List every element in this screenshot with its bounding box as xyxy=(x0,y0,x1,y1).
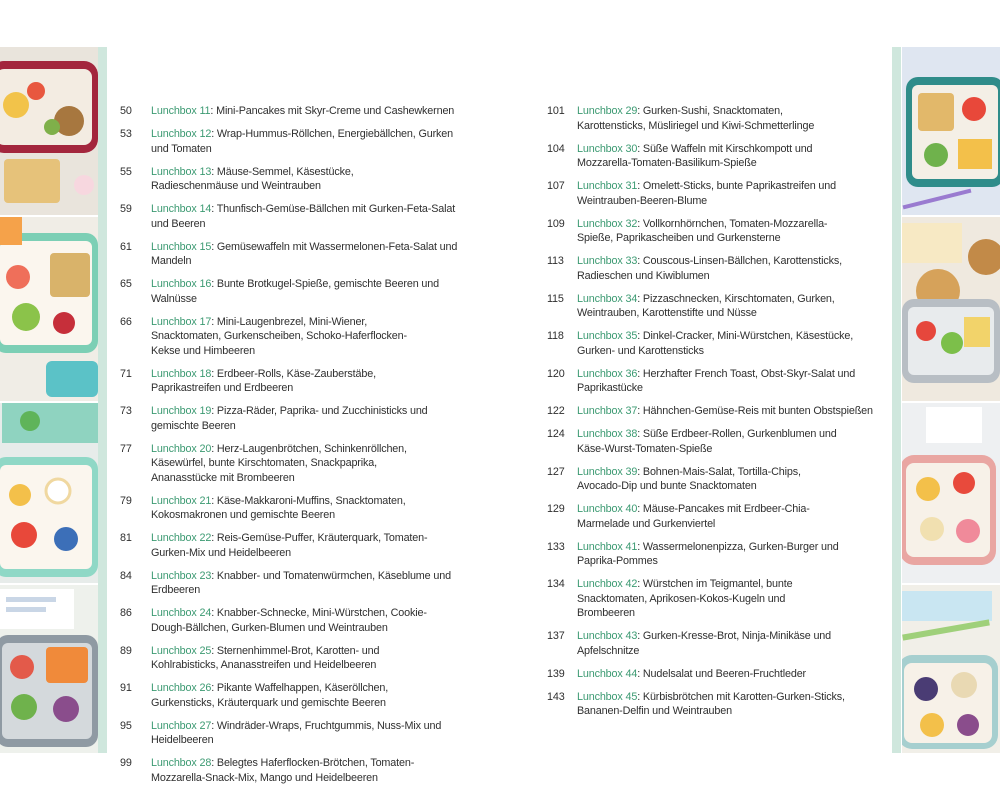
entry-description: Pizza-Räder, Paprika- und Zucchinisticks und gemischte Beeren xyxy=(151,405,428,432)
lunchbox-label: Lunchbox 20 xyxy=(151,442,212,455)
toc-entry xyxy=(547,329,877,358)
entry-description: Herz-Laugenbrötchen, Schinkenröllchen, Käsewürfel, bunte Kirschtomaten, Snackpaprika, Ananasstücke mit Brombeeren xyxy=(151,442,407,484)
entry-text: Lunchbox 24: Knabber-Schnecke, Mini-Würstchen, Cookie-Dough-Bällchen, Gurken-Blumen und Weintrauben xyxy=(151,607,427,634)
lunchbox-photo xyxy=(0,47,98,215)
page-number: 86 xyxy=(120,607,132,619)
toc-entry xyxy=(547,540,877,569)
toc-entry xyxy=(120,315,460,359)
page-number: 127 xyxy=(547,465,565,478)
book-spread xyxy=(0,47,1000,784)
entry-text: Lunchbox 19: Pizza-Räder, Paprika- und Zucchinisticks und gemischte Beeren xyxy=(151,405,428,432)
lunchbox-label: Lunchbox 22 xyxy=(151,532,212,544)
entry-text: Lunchbox 26: Pikante Waffelhappen, Käseröllchen, Gurkensticks, Kräuterquark und gemischte Beeren xyxy=(151,682,389,709)
entry-text: Lunchbox 29: Gurken-Sushi, Snacktomaten, Karottensticks, Müsliriegel und Kiwi-Schmetterlinge xyxy=(577,105,815,132)
entry-description: Mäuse-Pancakes mit Erdbeer-Chia-Marmelade und Gurkenviertel xyxy=(577,503,810,530)
entry-description: Mini-Pancakes mit Skyr-Creme und Cashewkernen xyxy=(216,105,455,117)
lunchbox-photo xyxy=(902,47,1000,215)
lunchbox-label: Lunchbox 37 xyxy=(577,405,638,417)
page-number: 129 xyxy=(547,503,565,515)
toc-entry xyxy=(547,104,877,133)
page-number: 107 xyxy=(547,180,565,192)
lunchbox-label: Lunchbox 36 xyxy=(577,367,638,380)
lunchbox-label: Lunchbox 19 xyxy=(151,405,212,417)
entry-description: Sternenhimmel-Brot, Karotten- und Kohlrabisticks, Ananasstreifen und Heidelbeeren xyxy=(151,644,380,671)
toc-entry xyxy=(120,644,460,673)
page-number: 61 xyxy=(120,240,132,253)
lunchbox-label: Lunchbox 30 xyxy=(577,142,638,155)
toc-entry xyxy=(120,240,460,269)
entry-text: Lunchbox 15: Gemüsewaffeln mit Wassermelonen-Feta-Salat und Mandeln xyxy=(151,240,458,267)
lunchbox-label: Lunchbox 12 xyxy=(151,128,212,140)
entry-description: Windräder-Wraps, Fruchtgummis, Nuss-Mix und Heidelbeeren xyxy=(151,719,442,746)
entry-text: Lunchbox 25: Sternenhimmel-Brot, Karotten- und Kohlrabisticks, Ananasstreifen und Heidelbeeren xyxy=(151,644,380,671)
page-number: 59 xyxy=(120,203,132,215)
lunchbox-label: Lunchbox 17 xyxy=(151,315,212,328)
entry-description: Hähnchen-Gemüse-Reis mit bunten Obstspießen xyxy=(642,405,873,417)
right-photo-strip xyxy=(892,47,1000,753)
toc-entry xyxy=(547,217,877,246)
page-edge xyxy=(892,47,901,753)
entry-text: Lunchbox 39: Bohnen-Mais-Salat, Tortilla-Chips, Avocado-Dip und bunte Snacktomaten xyxy=(577,465,801,492)
entry-description: Pikante Waffelhappen, Käseröllchen, Gurkensticks, Kräuterquark und gemischte Beeren xyxy=(151,682,389,709)
page-number: 71 xyxy=(120,367,132,380)
toc-entry xyxy=(547,292,877,321)
page-number: 139 xyxy=(547,667,565,680)
entry-text: Lunchbox 23: Knabber- und Tomatenwürmchen, Käseblume und Erdbeeren xyxy=(151,569,451,596)
entry-text: Lunchbox 17: Mini-Laugenbrezel, Mini-Wiener, Snacktomaten, Gurkenscheiben, Schoko-Haferflocken-Kekse und Himbeeren xyxy=(151,315,407,357)
lunchbox-label: Lunchbox 42 xyxy=(577,578,638,590)
toc-entry xyxy=(547,179,877,208)
lunchbox-label: Lunchbox 40 xyxy=(577,503,638,515)
entry-description: Couscous-Linsen-Bällchen, Karottensticks, Radieschen und Kiwiblumen xyxy=(577,255,842,282)
entry-text: Lunchbox 21: Käse-Makkaroni-Muffins, Snacktomaten, Kokosmakronen und gemischte Beeren xyxy=(151,494,406,521)
lunchbox-label: Lunchbox 45 xyxy=(577,690,638,703)
entry-text: Lunchbox 13: Mäuse-Semmel, Käsestücke, Radieschenmäuse und Weintrauben xyxy=(151,165,354,192)
lunchbox-label: Lunchbox 34 xyxy=(577,292,638,305)
lunchbox-label: Lunchbox 25 xyxy=(151,644,212,657)
entry-text: Lunchbox 34: Pizzaschnecken, Kirschtomaten, Gurken, Weintrauben, Karottenstifte und Nüsse xyxy=(577,292,835,319)
lunchbox-label: Lunchbox 38 xyxy=(577,428,638,440)
entry-text: Lunchbox 32: Vollkornhörnchen, Tomaten-Mozzarella-Spieße, Paprikascheiben und Gurkensterne xyxy=(577,217,828,244)
page-number: 113 xyxy=(547,255,564,267)
page-number: 55 xyxy=(120,165,132,178)
lunchbox-label: Lunchbox 43 xyxy=(577,630,638,642)
lunchbox-photo xyxy=(902,403,1000,583)
lunchbox-label: Lunchbox 15 xyxy=(151,240,212,253)
entry-text: Lunchbox 28: Belegtes Haferflocken-Brötchen, Tomaten-Mozzarella-Snack-Mix, Mango und Heidelbeeren xyxy=(151,757,415,784)
entry-description: Süße Waffeln mit Kirschkompott und Mozzarella-Tomaten-Basilikum-Spieße xyxy=(577,142,813,169)
entry-description: Kürbisbrötchen mit Karotten-Gurken-Sticks, Bananen-Delfin und Weintrauben xyxy=(577,690,845,717)
toc-entry xyxy=(547,404,877,419)
entry-description: Herzhafter French Toast, Obst-Skyr-Salat und Paprikastücke xyxy=(577,367,856,394)
toc-entry xyxy=(547,667,877,682)
toc-entry xyxy=(120,531,460,560)
entry-text: Lunchbox 14: Thunfisch-Gemüse-Bällchen mit Gurken-Feta-Salat und Beeren xyxy=(151,203,456,230)
page-number: 66 xyxy=(120,315,132,328)
entry-text: Lunchbox 11: Mini-Pancakes mit Skyr-Creme und Cashewkernen xyxy=(151,105,455,117)
entry-description: Käse-Makkaroni-Muffins, Snacktomaten, Kokosmakronen und gemischte Beeren xyxy=(151,494,406,521)
toc-entry xyxy=(547,142,877,171)
entry-description: Gemüsewaffeln mit Wassermelonen-Feta-Salat und Mandeln xyxy=(151,240,458,267)
entry-description: Omelett-Sticks, bunte Paprikastreifen und Weintrauben-Beeren-Blume xyxy=(577,180,836,207)
entry-text: Lunchbox 41: Wassermelonenpizza, Gurken-Burger und Paprika-Pommes xyxy=(577,540,839,567)
entry-description: Belegtes Haferflocken-Brötchen, Tomaten-Mozzarella-Snack-Mix, Mango und Heidelbeeren xyxy=(151,757,415,784)
entry-text: Lunchbox 33: Couscous-Linsen-Bällchen, Karottensticks, Radieschen und Kiwiblumen xyxy=(577,255,842,282)
lunchbox-photo xyxy=(0,585,98,753)
toc-entry xyxy=(120,681,460,710)
entry-description: Pizzaschnecken, Kirschtomaten, Gurken, Weintrauben, Karottenstifte und Nüsse xyxy=(577,292,835,319)
toc-entry xyxy=(120,127,460,156)
entry-text: Lunchbox 45: Kürbisbrötchen mit Karotten-Gurken-Sticks, Bananen-Delfin und Weintrauben xyxy=(577,690,845,717)
lunchbox-photo xyxy=(902,217,1000,401)
entry-text: Lunchbox 31: Omelett-Sticks, bunte Paprikastreifen und Weintrauben-Beeren-Blume xyxy=(577,180,836,207)
page-number: 50 xyxy=(120,105,132,117)
entry-text: Lunchbox 22: Reis-Gemüse-Puffer, Kräuterquark, Tomaten-Gurken-Mix und Heidelbeeren xyxy=(151,532,428,559)
page-number: 101 xyxy=(547,105,565,117)
page-number: 99 xyxy=(120,757,132,769)
left-photo-strip xyxy=(0,47,107,753)
entry-description: Reis-Gemüse-Puffer, Kräuterquark, Tomaten-Gurken-Mix und Heidelbeeren xyxy=(151,532,428,559)
lunchbox-label: Lunchbox 24 xyxy=(151,607,212,619)
entry-description: Gurken-Kresse-Brot, Ninja-Minikäse und Apfelschnitze xyxy=(577,630,832,657)
entry-text: Lunchbox 16: Bunte Brotkugel-Spieße, gemischte Beeren und Walnüsse xyxy=(151,278,439,305)
entry-description: Mini-Laugenbrezel, Mini-Wiener, Snacktomaten, Gurkenscheiben, Schoko-Haferflocken-Kekse und Himbeeren xyxy=(151,315,407,357)
entry-text: Lunchbox 44: Nudelsalat und Beeren-Fruchtleder xyxy=(577,667,806,680)
lunchbox-label: Lunchbox 44 xyxy=(577,667,638,680)
entry-text: Lunchbox 36: Herzhafter French Toast, Obst-Skyr-Salat und Paprikastücke xyxy=(577,367,856,394)
lunchbox-label: Lunchbox 32 xyxy=(577,217,638,230)
page-number: 79 xyxy=(120,494,132,507)
entry-text: Lunchbox 20: Herz-Laugenbrötchen, Schinkenröllchen, Käsewürfel, bunte Kirschtomaten, Snackpaprika, Ananasstücke mit Brombeeren xyxy=(151,442,407,484)
entry-text: Lunchbox 43: Gurken-Kresse-Brot, Ninja-Minikäse und Apfelschnitze xyxy=(577,630,832,657)
page-number: 89 xyxy=(120,644,132,657)
lunchbox-label: Lunchbox 33 xyxy=(577,255,638,267)
page-number: 133 xyxy=(547,540,565,553)
page-number: 53 xyxy=(120,128,132,140)
entry-description: Knabber-Schnecke, Mini-Würstchen, Cookie-Dough-Bällchen, Gurken-Blumen und Weintrauben xyxy=(151,607,427,634)
page-number: 115 xyxy=(547,292,564,305)
toc-entry xyxy=(120,104,460,119)
toc-entry xyxy=(120,442,460,486)
entry-description: Erdbeer-Rolls, Käse-Zauberstäbe, Paprikastreifen und Erdbeeren xyxy=(151,367,376,394)
toc-entry xyxy=(547,690,877,719)
page-number: 134 xyxy=(547,578,565,590)
toc-entry xyxy=(120,202,460,231)
toc-entry xyxy=(120,719,460,748)
entry-description: Dinkel-Cracker, Mini-Würstchen, Käsestücke, Gurken- und Karottensticks xyxy=(577,330,854,357)
entry-description: Mäuse-Semmel, Käsestücke, Radieschenmäuse und Weintrauben xyxy=(151,165,354,192)
lunchbox-label: Lunchbox 21 xyxy=(151,494,212,507)
page-number: 124 xyxy=(547,428,565,440)
entry-description: Würstchen im Teigmantel, bunte Snacktomaten, Aprikosen-Kokos-Kugeln und Brombeeren xyxy=(577,578,793,619)
toc-entry xyxy=(547,577,877,621)
toc-entry xyxy=(120,569,460,598)
lunchbox-label: Lunchbox 35 xyxy=(577,330,638,342)
page-number: 143 xyxy=(547,690,565,703)
page-number: 91 xyxy=(120,682,132,694)
lunchbox-label: Lunchbox 31 xyxy=(577,180,638,192)
page-number: 84 xyxy=(120,569,132,582)
toc-entry xyxy=(547,465,877,494)
toc-entry xyxy=(547,629,877,658)
entry-text: Lunchbox 38: Süße Erdbeer-Rollen, Gurkenblumen und Käse-Wurst-Tomaten-Spieße xyxy=(577,428,837,455)
entry-description: Süße Erdbeer-Rollen, Gurkenblumen und Käse-Wurst-Tomaten-Spieße xyxy=(577,428,837,455)
toc-entry xyxy=(547,367,877,396)
entry-description: Gurken-Sushi, Snacktomaten, Karottensticks, Müsliriegel und Kiwi-Schmetterlinge xyxy=(577,105,815,132)
page-edge xyxy=(98,47,107,753)
lunchbox-label: Lunchbox 13 xyxy=(151,165,212,178)
entry-text: Lunchbox 35: Dinkel-Cracker, Mini-Würstchen, Käsestücke, Gurken- und Karottensticks xyxy=(577,330,854,357)
lunchbox-label: Lunchbox 29 xyxy=(577,105,638,117)
page-number: 104 xyxy=(547,142,565,155)
entry-text: Lunchbox 12: Wrap-Hummus-Röllchen, Energiebällchen, Gurken und Tomaten xyxy=(151,128,453,155)
entry-description: Bohnen-Mais-Salat, Tortilla-Chips, Avocado-Dip und bunte Snacktomaten xyxy=(577,465,801,492)
lunchbox-label: Lunchbox 18 xyxy=(151,367,212,380)
lunchbox-photo xyxy=(902,585,1000,753)
lunchbox-label: Lunchbox 41 xyxy=(577,540,638,553)
entry-description: Bunte Brotkugel-Spieße, gemischte Beeren und Walnüsse xyxy=(151,278,439,305)
toc-entry xyxy=(547,427,877,456)
page-number: 95 xyxy=(120,719,132,732)
lunchbox-photo xyxy=(0,217,98,401)
toc-right-column xyxy=(547,104,877,727)
page-number: 77 xyxy=(120,442,132,455)
toc-entry xyxy=(120,606,460,635)
toc-entry xyxy=(120,367,460,396)
entry-text: Lunchbox 27: Windräder-Wraps, Fruchtgummis, Nuss-Mix und Heidelbeeren xyxy=(151,719,442,746)
lunchbox-label: Lunchbox 27 xyxy=(151,719,212,732)
toc-entry xyxy=(120,756,460,785)
toc-entry xyxy=(547,502,877,531)
toc-entry xyxy=(120,404,460,433)
toc-entry xyxy=(120,494,460,523)
entry-description: Nudelsalat und Beeren-Fruchtleder xyxy=(642,667,806,680)
toc-entry xyxy=(120,165,460,194)
lunchbox-label: Lunchbox 23 xyxy=(151,569,212,582)
entry-text: Lunchbox 40: Mäuse-Pancakes mit Erdbeer-Chia-Marmelade und Gurkenviertel xyxy=(577,503,810,530)
page-number: 118 xyxy=(547,330,564,342)
lunchbox-label: Lunchbox 26 xyxy=(151,682,212,694)
entry-description: Wassermelonenpizza, Gurken-Burger und Paprika-Pommes xyxy=(577,540,839,567)
toc-entry xyxy=(120,277,460,306)
lunchbox-label: Lunchbox 16 xyxy=(151,278,212,290)
page-number: 120 xyxy=(547,367,565,380)
page-number: 73 xyxy=(120,405,132,417)
page-number: 65 xyxy=(120,278,132,290)
entry-text: Lunchbox 37: Hähnchen-Gemüse-Reis mit bunten Obstspießen xyxy=(577,405,873,417)
entry-text: Lunchbox 42: Würstchen im Teigmantel, bunte Snacktomaten, Aprikosen-Kokos-Kugeln und Brombeeren xyxy=(577,578,793,619)
toc-left-column xyxy=(120,104,460,794)
entry-description: Thunfisch-Gemüse-Bällchen mit Gurken-Feta-Salat und Beeren xyxy=(151,203,456,230)
entry-text: Lunchbox 18: Erdbeer-Rolls, Käse-Zauberstäbe, Paprikastreifen und Erdbeeren xyxy=(151,367,376,394)
entry-description: Knabber- und Tomatenwürmchen, Käseblume und Erdbeeren xyxy=(151,569,451,596)
page-number: 81 xyxy=(120,532,132,544)
lunchbox-label: Lunchbox 28 xyxy=(151,757,212,769)
toc-entry xyxy=(547,254,877,283)
page-number: 137 xyxy=(547,630,565,642)
lunchbox-photo xyxy=(0,403,98,583)
lunchbox-label: Lunchbox 39 xyxy=(577,465,638,478)
lunchbox-label: Lunchbox 14 xyxy=(151,203,212,215)
page-number: 122 xyxy=(547,405,565,417)
entry-text: Lunchbox 30: Süße Waffeln mit Kirschkompott und Mozzarella-Tomaten-Basilikum-Spieße xyxy=(577,142,813,169)
page-number: 109 xyxy=(547,217,565,230)
entry-description: Vollkornhörnchen, Tomaten-Mozzarella-Spieße, Paprikascheiben und Gurkensterne xyxy=(577,217,828,244)
lunchbox-label: Lunchbox 11 xyxy=(151,105,211,117)
entry-description: Wrap-Hummus-Röllchen, Energiebällchen, Gurken und Tomaten xyxy=(151,128,453,155)
